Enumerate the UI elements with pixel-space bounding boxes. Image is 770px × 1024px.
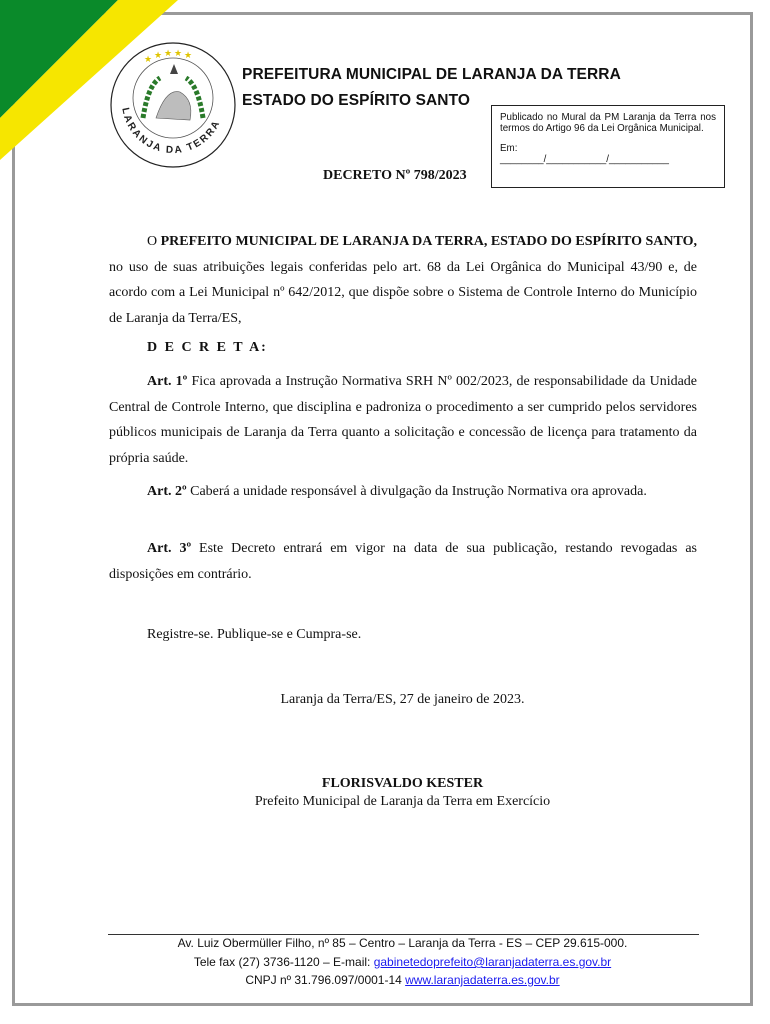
article-text: Fica aprovada a Instrução Normativa SRH Nº 002/2023, de responsabilidade da Unidade Central de Controle Interno, que disciplina e padroniza o procedimento a ser cumprido pelos servidores públicos municipais de Laranja da Terra quanto a solicitação e concessão de licença para tratamento da própria saúde. [109,374,698,466]
footer-phone: Tele fax (27) 3736-1120 – E-mail: [193,955,374,969]
article-text: Este Decreto entrará em vigor na data de sua publicação, restando revogadas as disposições em contrário. [109,541,697,582]
closing-formula: Registre-se. Publique-se e Cumpra-se. [147,627,362,642]
svg-text:★: ★ [184,50,193,60]
header-state: ESTADO DO ESPÍRITO SANTO [242,92,471,109]
footer-cnpj: CNPJ nº 31.796.097/0001-14 [245,973,406,987]
decreta-heading: D E C R E T A: [147,340,268,355]
preamble-authority: PREFEITO MUNICIPAL DE LARANJA DA TERRA, ESTADO DO ESPÍRITO SANTO, [160,234,698,249]
preamble-text: no uso de suas atribuições legais conferidas pelo art. 68 da Lei Orgânica do Municipal 43/90 e, de acordo com a Lei Municipal nº 642/2012, que dispõe sobre o Sistema de Controle Interno do Município de Laranja da Terra/ES, [109,259,697,326]
publication-text: Publicado no Mural da PM Laranja da Terra nos termos do Artigo 96 da Lei Orgânica Municipal. [500,112,716,135]
publication-em-label: Em: [500,142,518,154]
svg-text:★: ★ [154,50,163,60]
article-3 [109,536,697,587]
article-label: Art. 3º [147,541,192,556]
municipal-seal [108,40,238,170]
preamble-paragraph [109,229,697,331]
email-link[interactable]: gabinetedoprefeito@laranjadaterra.es.gov.br [373,955,612,969]
svg-text:★: ★ [164,48,173,58]
header-title: PREFEITURA MUNICIPAL DE LARANJA DA TERRA [242,66,621,83]
footer-registry [0,973,770,987]
svg-text:★: ★ [144,54,153,64]
article-label: Art. 2º [147,484,187,499]
place-date: Laranja da Terra/ES, 27 de janeiro de 2023. [280,692,525,707]
article-1 [109,369,697,471]
footer-divider [108,934,699,935]
preamble-lead: O [147,234,161,249]
decree-number: DECRETO Nº 798/2023 [323,168,467,183]
website-link[interactable]: www.laranjadaterra.es.gov.br [405,973,560,987]
publication-box [491,105,725,188]
publication-date-line: ________/___________/___________ [500,153,669,165]
signatory-role: Prefeito Municipal de Laranja da Terra em Exercício [254,794,551,809]
signatory-name: FLORISVALDO KESTER [321,776,484,791]
article-2 [109,479,697,505]
footer-contact [0,955,770,969]
svg-text:★: ★ [174,48,183,58]
footer-address: Av. Luiz Obermüller Filho, nº 85 – Centro – Laranja da Terra - ES – CEP 29.615-000. [177,936,628,950]
seal-lettering: LARANJA DA TERRA [119,106,223,157]
article-label: Art. 1º [147,374,188,389]
article-text: Caberá a unidade responsável à divulgação da Instrução Normativa ora aprovada. [186,484,647,499]
